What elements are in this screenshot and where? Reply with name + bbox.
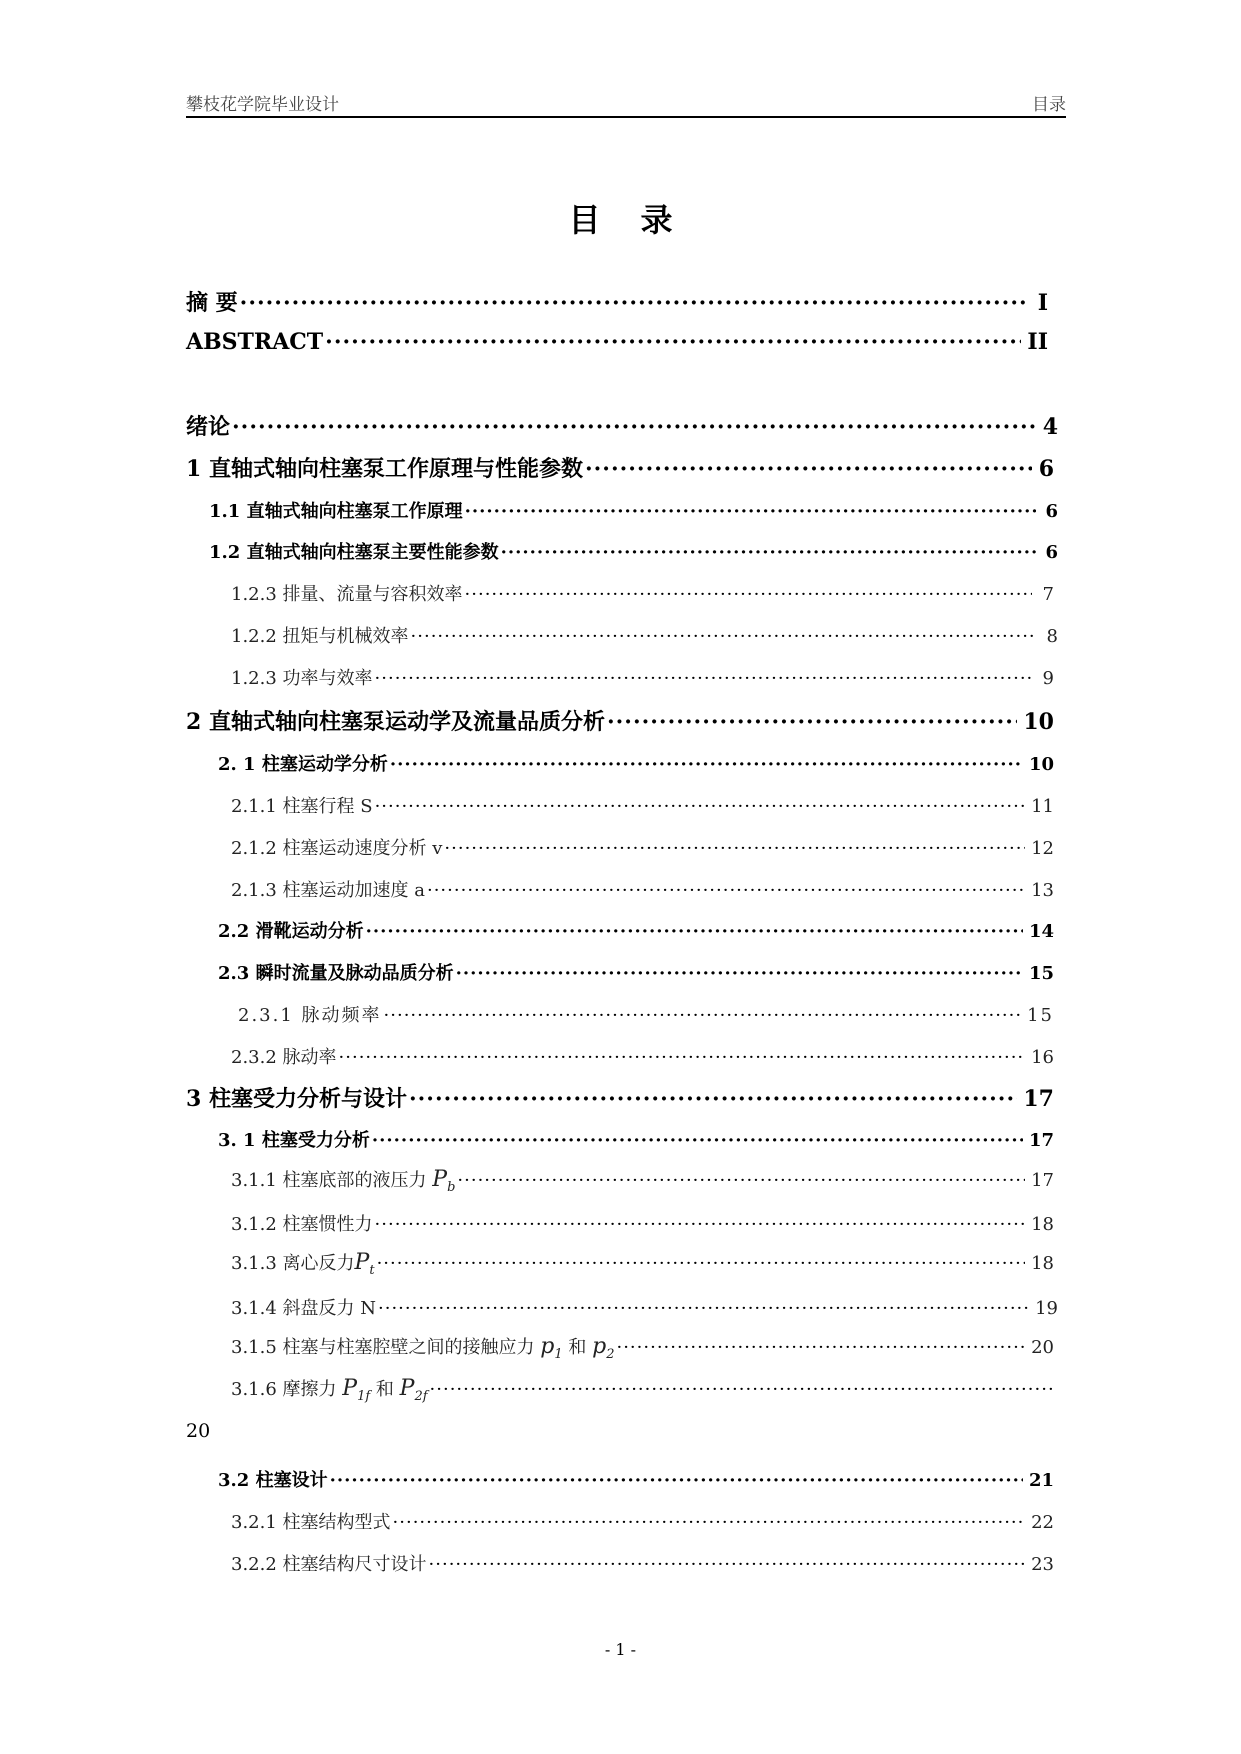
toc-entry[interactable] xyxy=(209,497,1058,523)
toc-entry-page: 9 xyxy=(1042,668,1054,689)
toc-entry[interactable] xyxy=(186,410,1058,441)
toc-entry-label: 2. 1 柱塞运动学分析 xyxy=(218,754,388,775)
toc-entry-page: 8 xyxy=(1046,626,1058,647)
toc-entry-page: I xyxy=(1037,290,1048,316)
toc-entry[interactable] xyxy=(186,286,1048,317)
toc-entry-page: 18 xyxy=(1031,1214,1054,1235)
toc-entry[interactable] xyxy=(186,705,1054,736)
toc-entry-page: 6 xyxy=(1038,456,1054,482)
page-number: - 1 - xyxy=(604,1640,637,1659)
toc-entry[interactable] xyxy=(231,1294,1058,1320)
toc-entry-label: 2.3.2 脉动率 xyxy=(231,1047,337,1068)
toc-entry-page: 21 xyxy=(1028,1470,1054,1491)
toc-entry-label: 3.1.1 柱塞底部的液压力 xyxy=(231,1170,427,1191)
toc-entry-page: 14 xyxy=(1028,921,1054,942)
toc-entry-label: 3.2.1 柱塞结构型式 xyxy=(231,1512,391,1533)
toc-entry-label: 3.2 柱塞设计 xyxy=(218,1470,328,1491)
symbol-subscript: 2 xyxy=(606,1347,615,1362)
toc-entry-page: 11 xyxy=(1031,796,1054,817)
toc-entry-label: 2.1.1 柱塞行程 S xyxy=(231,796,373,817)
toc-entry[interactable] xyxy=(218,959,1054,985)
toc-entry-page: 10 xyxy=(1028,754,1054,775)
toc-entry[interactable] xyxy=(231,792,1054,818)
toc-entry-label: 1.2 直轴式轴向柱塞泵主要性能参数 xyxy=(209,542,499,563)
toc-entry-label: 1.1 直轴式轴向柱塞泵工作原理 xyxy=(209,501,463,522)
toc-entry-label: 1.2.3 功率与效率 xyxy=(231,668,373,689)
symbol-p1f: P xyxy=(342,1376,358,1401)
toc-entry-label: 绪论 xyxy=(186,414,231,440)
toc-entry[interactable] xyxy=(231,1550,1054,1576)
conjunction: 和 xyxy=(375,1379,394,1400)
symbol-p2f: P xyxy=(399,1376,415,1401)
toc-entry-page: 17 xyxy=(1023,1086,1054,1112)
toc-entry[interactable] xyxy=(231,876,1054,902)
symbol-subscript: 1f xyxy=(357,1389,371,1404)
toc-entry-page: 7 xyxy=(1042,584,1054,605)
toc-entry-page: 6 xyxy=(1045,501,1058,522)
toc-entry-label: 摘 要 xyxy=(186,290,238,316)
toc-entry[interactable] xyxy=(231,1210,1054,1236)
toc-entry-page-wrapped: 20 xyxy=(186,1420,211,1442)
toc-entry-page: 18 xyxy=(1031,1253,1054,1274)
toc-entry-label: 2.1.2 柱塞运动速度分析 v xyxy=(231,838,443,859)
toc-entry-page: 19 xyxy=(1035,1298,1058,1319)
toc-entry[interactable] xyxy=(231,1508,1054,1534)
toc-entry[interactable] xyxy=(231,1375,1056,1404)
header-school: 攀枝花学院毕业设计 xyxy=(186,95,339,115)
toc-entry[interactable] xyxy=(231,1043,1054,1069)
toc-entry-page: 13 xyxy=(1031,880,1054,901)
toc-entry-page: 4 xyxy=(1042,414,1058,440)
toc-entry-page: 10 xyxy=(1023,709,1054,735)
toc-entry-page: 17 xyxy=(1031,1170,1054,1191)
toc-entry-label: 3.2.2 柱塞结构尺寸设计 xyxy=(231,1554,427,1575)
toc-entry-label: 2.3.1 脉动频率 xyxy=(238,1005,382,1026)
toc-entry[interactable] xyxy=(231,664,1054,690)
toc-entry-page: 23 xyxy=(1031,1554,1054,1575)
toc-entry[interactable] xyxy=(231,1166,1054,1195)
symbol-p1: p xyxy=(540,1334,555,1359)
conjunction: 和 xyxy=(568,1337,587,1358)
toc-entry-label: 2.2 滑靴运动分析 xyxy=(218,921,364,942)
toc-entry-page: 15 xyxy=(1028,963,1054,984)
toc-entry-label: 3.1.6 摩擦力 xyxy=(231,1379,337,1400)
toc-entry-label: 1.2.2 扭矩与机械效率 xyxy=(231,626,409,647)
symbol-subscript: t xyxy=(369,1263,375,1278)
toc-entry[interactable] xyxy=(218,1466,1054,1492)
toc-entry-label: 1.2.3 排量、流量与容积效率 xyxy=(231,584,463,605)
toc-entry-label: 2 直轴式轴向柱塞泵运动学及流量品质分析 xyxy=(186,709,605,735)
toc-entry-page: 20 xyxy=(1031,1337,1054,1358)
page-title: 目录 xyxy=(568,201,713,239)
toc-entry-label: 3. 1 柱塞受力分析 xyxy=(218,1130,370,1151)
toc-entry-label: 2.3 瞬时流量及脉动品质分析 xyxy=(218,963,454,984)
toc-entry[interactable] xyxy=(238,1001,1054,1027)
symbol-subscript: 1 xyxy=(554,1347,563,1362)
toc-entry-label: 3 柱塞受力分析与设计 xyxy=(186,1086,407,1112)
toc-entry-label: 1 直轴式轴向柱塞泵工作原理与性能参数 xyxy=(186,456,583,482)
toc-entry-label: 3.1.3 离心反力 xyxy=(231,1253,355,1274)
toc-entry-label: 2.1.3 柱塞运动加速度 a xyxy=(231,880,425,901)
toc-entry-page: 12 xyxy=(1031,838,1054,859)
toc-entry[interactable] xyxy=(186,1082,1054,1113)
symbol-p2: p xyxy=(592,1334,607,1359)
toc-entry[interactable] xyxy=(218,917,1054,943)
toc-entry-label: ABSTRACT xyxy=(186,329,324,355)
toc-entry[interactable] xyxy=(231,622,1058,648)
toc-entry[interactable] xyxy=(218,1126,1054,1152)
toc-entry-page: 17 xyxy=(1028,1130,1054,1151)
toc-entry-page: II xyxy=(1027,329,1048,355)
toc-entry[interactable] xyxy=(186,329,1048,355)
symbol-subscript: b xyxy=(447,1180,456,1195)
toc-entry-label: 3.1.5 柱塞与柱塞腔壁之间的接触应力 xyxy=(231,1337,535,1358)
header-section: 目录 xyxy=(1032,95,1066,115)
toc-entry-page: 16 xyxy=(1031,1047,1054,1068)
toc-entry[interactable] xyxy=(186,452,1054,483)
toc-entry-label: 3.1.4 斜盘反力 N xyxy=(231,1298,376,1319)
toc-entry[interactable] xyxy=(218,750,1054,776)
toc-entry[interactable] xyxy=(231,834,1054,860)
toc-entry-page: 6 xyxy=(1045,542,1058,563)
symbol-p: P xyxy=(354,1250,370,1275)
toc-entry-page: 15 xyxy=(1027,1005,1054,1026)
toc-entry[interactable] xyxy=(231,1249,1054,1278)
toc-entry[interactable] xyxy=(231,580,1054,606)
toc-entry-label: 3.1.2 柱塞惯性力 xyxy=(231,1214,373,1235)
toc-entry[interactable] xyxy=(209,538,1058,564)
toc-entry[interactable] xyxy=(231,1333,1054,1362)
toc-entry-page: 22 xyxy=(1031,1512,1054,1533)
symbol-p: P xyxy=(432,1167,448,1192)
symbol-subscript: 2f xyxy=(414,1389,428,1404)
